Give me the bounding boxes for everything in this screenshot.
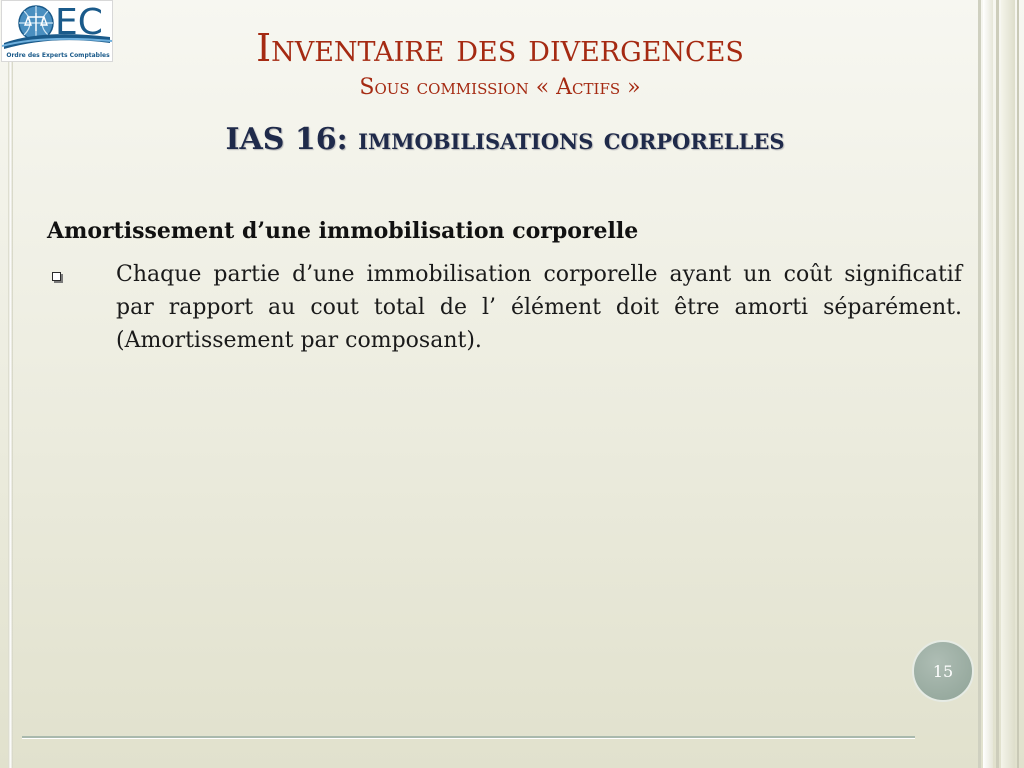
right-decorative-rules bbox=[974, 0, 1024, 768]
slide-title: Inventaire des divergences bbox=[256, 26, 744, 70]
square-bullet-icon bbox=[52, 272, 61, 281]
oec-logo bbox=[1, 0, 113, 62]
section-title: Amortissement d’une immobilisation corporelle bbox=[47, 218, 639, 244]
oec-emblem-icon bbox=[2, 1, 114, 51]
footer-divider bbox=[22, 736, 915, 739]
logo-caption: Ordre des Experts Comptables bbox=[6, 52, 110, 59]
page-number-badge bbox=[912, 640, 974, 702]
slide-heading: IAS 16: immobilisations corporelles bbox=[225, 122, 785, 157]
bullet-text: Chaque partie d’une immobilisation corporelle ayant un coût significatif par rapport au cout total de l’ élément doit être amorti séparément. (Amortissement par composant). bbox=[116, 262, 962, 353]
page-number: 15 bbox=[932, 661, 954, 681]
slide-subtitle: Sous commission « Actifs » bbox=[359, 75, 641, 100]
left-decorative-rule bbox=[8, 0, 13, 768]
svg-text:EC: EC bbox=[55, 2, 103, 43]
